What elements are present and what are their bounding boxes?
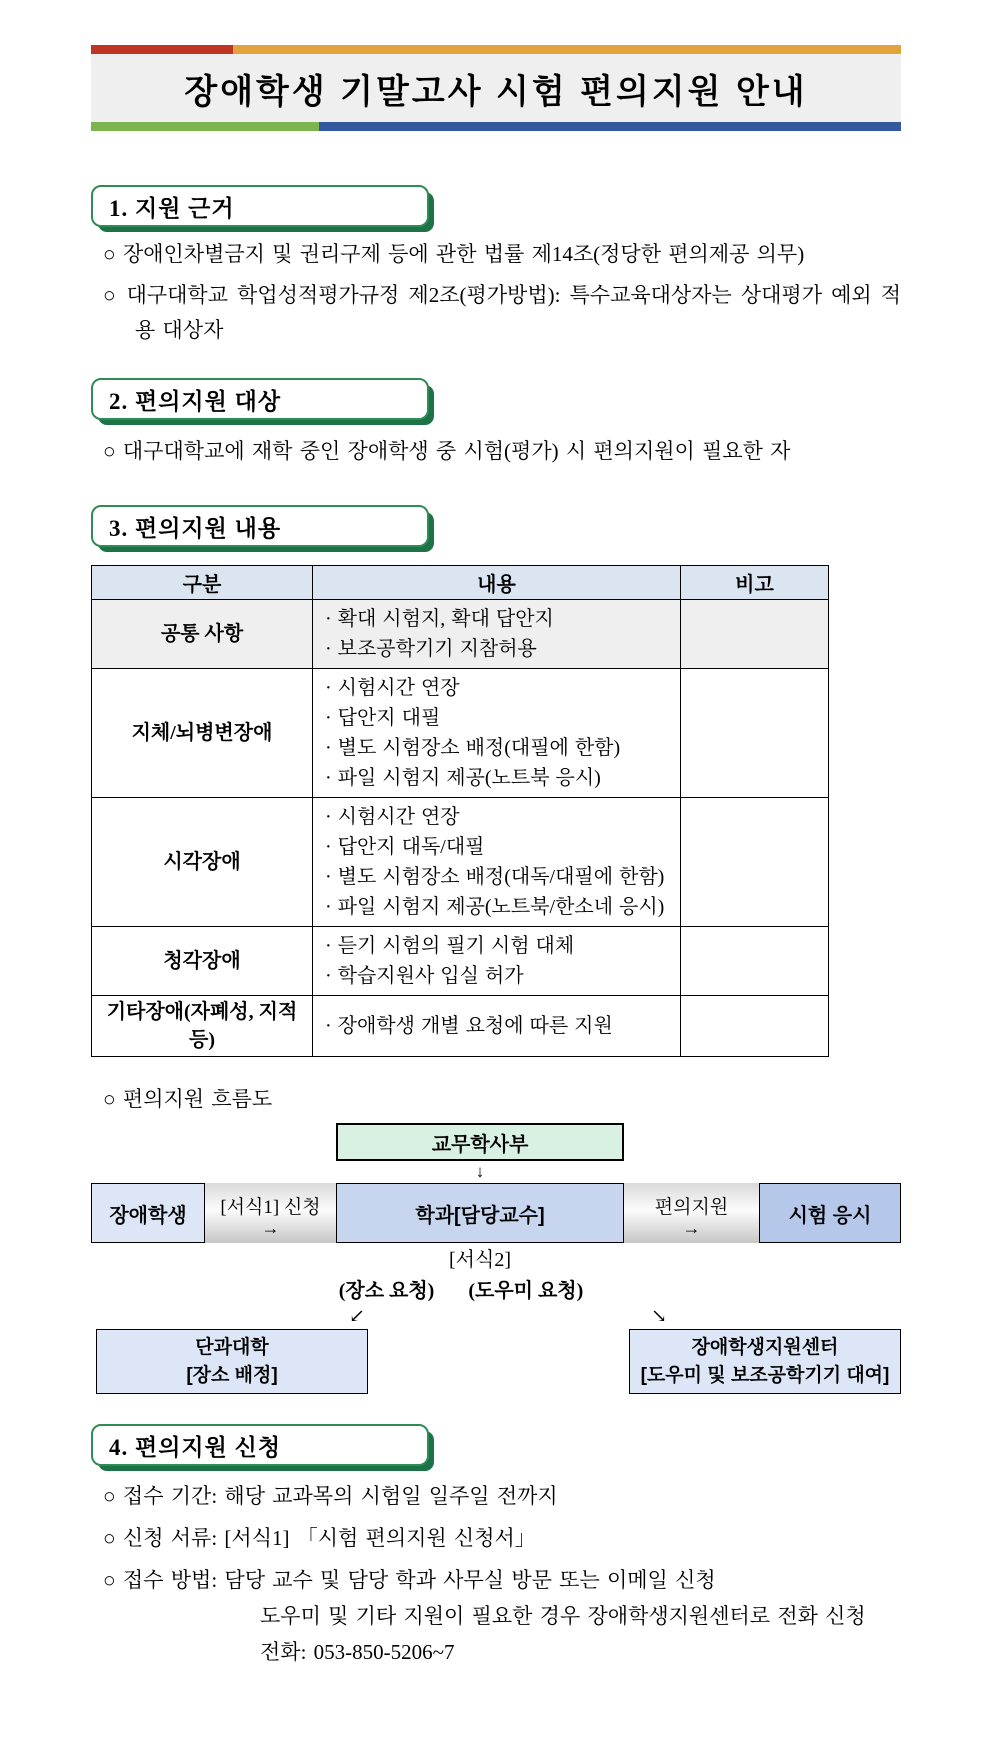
content-item: · 별도 시험장소 배정(대필에 한함) <box>325 737 621 759</box>
table-row <box>92 600 829 669</box>
table-cell-content <box>313 798 681 927</box>
content-item: · 보조공학기기 지참허용 <box>325 638 537 660</box>
content-item: · 시험시간 연장 <box>325 806 460 828</box>
table-row <box>92 798 829 927</box>
bullet-item: ○ 대구대학교에 재학 중인 장애학생 중 시험(평가) 시 편의지원이 필요한 자 <box>103 439 791 463</box>
section-2-header <box>91 378 429 420</box>
content-item: · 학습지원사 입실 허가 <box>325 965 524 987</box>
column-header-note: 비고 <box>681 566 829 600</box>
flow-band-application <box>205 1183 336 1243</box>
flowchart-main-row <box>91 1183 901 1243</box>
section-3-header <box>91 505 429 547</box>
banner-top-bar <box>91 45 901 54</box>
flow-box-support-center <box>629 1329 901 1394</box>
down-left-arrow-icon: ↙ <box>349 1306 365 1327</box>
flowchart-bottom-row <box>91 1329 901 1394</box>
table-cell-category: 청각장애 <box>92 927 313 996</box>
flow-box-exam: 시험 응시 <box>759 1183 901 1243</box>
content-item: · 답안지 대필 <box>325 707 441 729</box>
band-label: 편의지원 <box>654 1196 729 1218</box>
content-item: · 답안지 대독/대필 <box>325 836 485 858</box>
box-subtitle: [장소 배정] <box>186 1364 278 1386</box>
section-3-title: 3. 편의지원 내용 <box>109 515 282 541</box>
table-cell-content <box>313 927 681 996</box>
table-cell-note <box>681 996 829 1057</box>
flow-box-college <box>96 1329 368 1394</box>
table-cell-note <box>681 927 829 996</box>
content-item: · 확대 시험지, 확대 답안지 <box>325 608 554 630</box>
content-item: · 시험시간 연장 <box>325 677 460 699</box>
bullet-item: ○ 접수 방법: 담당 교수 및 담당 학과 사무실 방문 또는 이메일 신청 <box>103 1568 716 1593</box>
content-item: · 듣기 시험의 필기 시험 대체 <box>325 935 575 957</box>
title-banner <box>91 45 901 131</box>
flow-band-support <box>624 1183 759 1243</box>
down-right-arrow-icon: ↘ <box>651 1306 667 1327</box>
place-request-label: (장소 요청) <box>338 1280 435 1302</box>
content-item: · 파일 시험지 제공(노트북 응시) <box>325 767 601 789</box>
request-labels-row <box>291 1277 631 1305</box>
flow-box-student: 장애학생 <box>91 1183 205 1243</box>
box-subtitle: [도우미 및 보조공학기기 대여] <box>640 1364 890 1386</box>
bottom-bar-blue-segment <box>319 122 901 131</box>
flow-box-academic-affairs: 교무학사부 <box>336 1123 624 1161</box>
table-cell-category: 공통 사항 <box>92 600 313 669</box>
box-title: 장애학생지원센터 <box>691 1337 839 1358</box>
diagonal-arrows <box>91 1305 901 1329</box>
banner-bottom-bar <box>91 122 901 131</box>
top-bar-red-segment <box>91 45 233 54</box>
section-4-bullets <box>91 1478 901 1670</box>
section-4-title: 4. 편의지원 신청 <box>109 1434 282 1460</box>
right-arrow-icon: → <box>682 1217 701 1238</box>
bullet-item: ○ 신청 서류: [서식1] 「시험 편의지원 신청서」 <box>103 1526 536 1551</box>
table-row <box>92 669 829 798</box>
table-cell-category: 기타장애(자폐성, 지적 등) <box>92 996 313 1057</box>
table-row <box>92 927 829 996</box>
document-page <box>91 45 901 1670</box>
table-row <box>92 996 829 1057</box>
down-arrow-icon: ↓ <box>475 1162 485 1181</box>
top-bar-orange-segment <box>233 45 901 54</box>
continuation-line: 도우미 및 기타 지원이 필요한 경우 장애학생지원센터로 전화 신청 <box>260 1604 866 1629</box>
banner-body <box>91 54 901 122</box>
box-title: 단과대학 <box>195 1337 269 1358</box>
table-cell-note <box>681 669 829 798</box>
flowchart-label: ○ 편의지원 흐름도 <box>103 1087 273 1111</box>
accommodation-table <box>91 565 829 1057</box>
section-2-title: 2. 편의지원 대상 <box>109 388 282 414</box>
right-arrow-icon: → <box>261 1217 280 1238</box>
bottom-bar-green-segment <box>91 122 319 131</box>
continuation-line: 전화: 053-850-5206~7 <box>260 1640 455 1665</box>
table-cell-content <box>313 669 681 798</box>
section-4-header <box>91 1424 429 1466</box>
content-item: · 파일 시험지 제공(노트북/한소네 응시) <box>325 896 665 918</box>
flow-box-department: 학과[담당교수] <box>336 1183 624 1243</box>
bullet-item: ○ 대구대학교 학업성적평가규정 제2조(평가방법): 특수교육대상자는 상대평가 예외 적용 대상자 <box>103 283 901 342</box>
table-cell-category: 지체/뇌병변장애 <box>92 669 313 798</box>
helper-request-label: (도우미 요청) <box>468 1280 584 1302</box>
content-item: · 장애학생 개별 요청에 따른 지원 <box>325 1015 613 1037</box>
table-cell-category: 시각장애 <box>92 798 313 927</box>
band-label: [서식1] 신청 <box>220 1196 321 1218</box>
form2-label: [서식2] <box>449 1249 511 1271</box>
section-1-header <box>91 185 429 227</box>
table-cell-content <box>313 600 681 669</box>
column-header-content: 내용 <box>313 566 681 600</box>
bullet-item: ○ 장애인차별금지 및 권리구제 등에 관한 법률 제14조(정당한 편의제공 의무) <box>103 242 805 266</box>
column-header-category: 구분 <box>92 566 313 600</box>
table-cell-content <box>313 996 681 1057</box>
section-2-bullets <box>91 434 901 469</box>
table-cell-note <box>681 798 829 927</box>
section-1-title: 1. 지원 근거 <box>109 195 235 221</box>
bullet-item: ○ 접수 기간: 해당 교과목의 시험일 일주일 전까지 <box>103 1484 558 1509</box>
table-header-row <box>92 566 829 600</box>
section-1-bullets <box>91 237 901 348</box>
table-cell-note <box>681 600 829 669</box>
content-item: · 별도 시험장소 배정(대독/대필에 한함) <box>325 866 665 888</box>
page-title: 장애학생 기말고사 시험 편의지원 안내 <box>184 72 808 111</box>
